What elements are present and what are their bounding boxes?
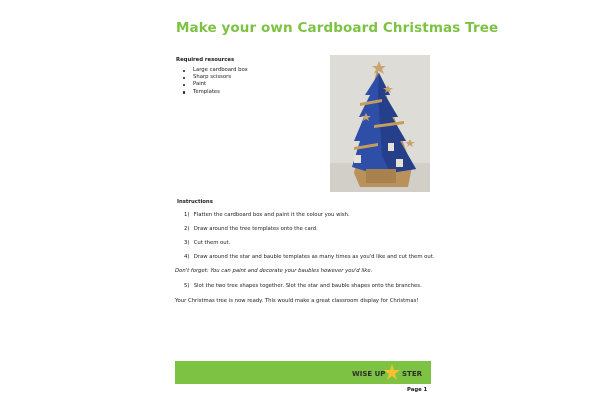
svg-text:WISE UP: WISE UP: [352, 370, 386, 378]
instruction-step: [184, 240, 230, 246]
cardboard-tree-photo: [330, 55, 430, 192]
step-number: 5): [184, 283, 190, 289]
step-text: Draw around the tree templates onto the card.: [193, 226, 318, 232]
step-number: 4): [184, 254, 190, 260]
list-item: Sharp scissors: [176, 74, 248, 81]
resources-heading: Required resources: [176, 57, 235, 63]
instruction-step: [184, 283, 422, 289]
closing-text: Your Christmas tree is now ready. This would make a great classroom display for Christmas!: [175, 298, 419, 304]
instruction-step: [184, 212, 350, 218]
svg-text:STER: STER: [402, 370, 422, 378]
page-number: Page 1: [407, 387, 428, 393]
step-number: 3): [184, 240, 190, 246]
page-title: Make your own Cardboard Christmas Tree: [176, 20, 499, 36]
list-item: Templates: [176, 89, 248, 96]
wiseupster-logo: [350, 363, 430, 382]
step-text: Flatten the cardboard box and paint it the colour you wish.: [193, 212, 350, 218]
step-text: Cut them out.: [193, 240, 231, 246]
resources-list: [176, 67, 248, 96]
step-number: 1): [184, 212, 190, 218]
list-item: Paint: [176, 81, 248, 88]
instruction-step: [184, 226, 318, 232]
instruction-step: [184, 254, 435, 260]
instructions-heading: Instructions: [177, 199, 213, 205]
step-text: Draw around the star and bauble templates as many times as you'd like and cut them out.: [193, 254, 435, 260]
list-item: Large cardboard box: [176, 67, 248, 74]
step-number: 2): [184, 226, 190, 232]
tip-note: Don't forget: You can paint and decorate your baubles however you'd like.: [175, 268, 373, 274]
step-text: Slot the two tree shapes together. Slot the star and bauble shapes onto the branches.: [193, 283, 422, 289]
